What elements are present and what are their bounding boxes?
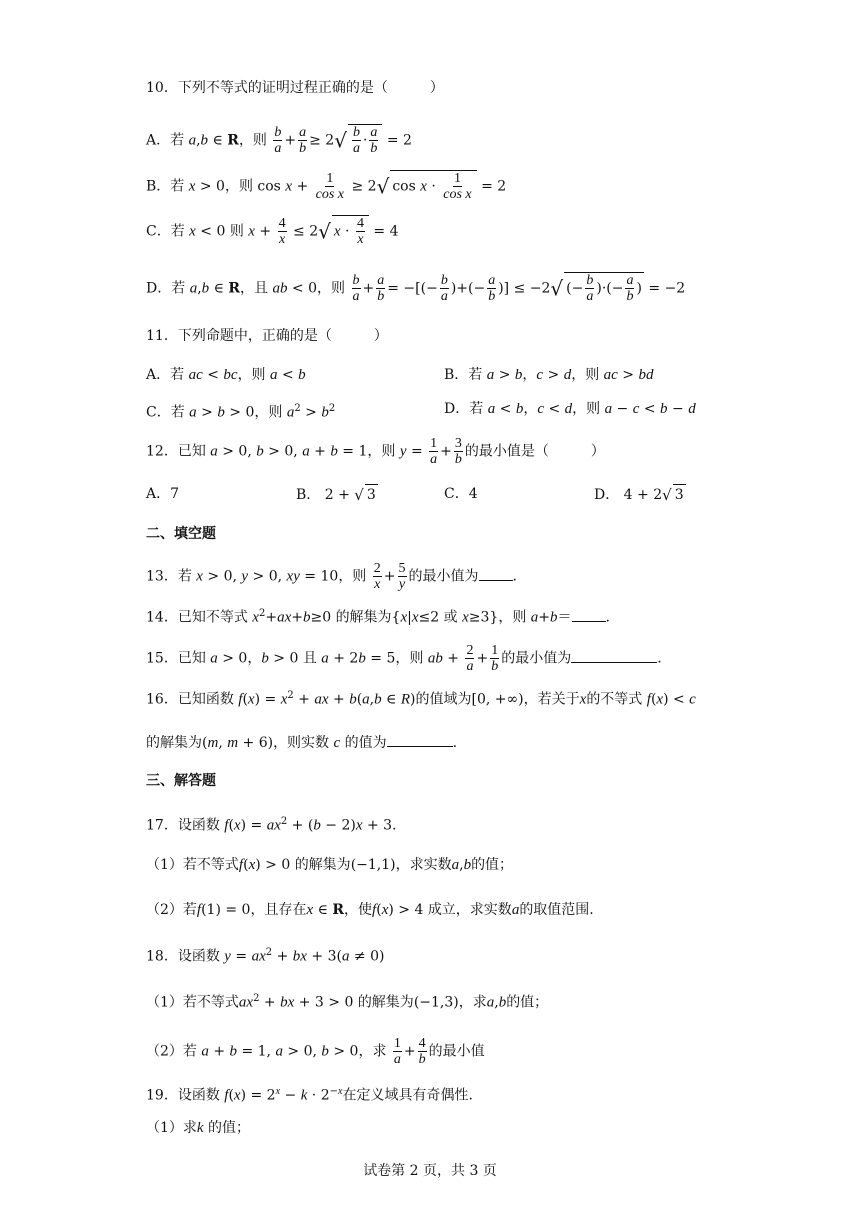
- q12-option-a: A．7: [146, 486, 180, 502]
- q10-stem: 10．下列不等式的证明过程正确的是（ ）: [146, 80, 444, 96]
- q11-option-b: B．若 a > b，c > d，则 ac > bd: [444, 367, 654, 383]
- q12-stem: 12．已知 a > 0, b > 0, a + b = 1，则 y = $\frac{1}{a}$ + $\frac{3}{b}$ 的最小值是（ ）: [146, 436, 605, 467]
- q11-option-d: D．若 a < b，c < d，则 a − c < b − d: [444, 401, 696, 417]
- q10-option-a: A．若 a,b ∈ R，则 $\frac{b}{a}$ + $\frac{a}{b}$ ≥ 2√ $\frac{b}{a}$ · $\frac{a}{b}$ = 2: [146, 125, 412, 156]
- q11-option-c: C．若 a > b > 0，则 $a^2 > b^2$: [146, 403, 336, 421]
- q17-stem: 17．设函数 $f(x) = ax^2 + (b - 2)x + 3$.: [146, 816, 397, 834]
- section-answer-heading: 三、解答题: [146, 773, 216, 789]
- q10-option-d: D．若 a,b ∈ R，且 ab < 0，则 $\frac{b}{a}$ + $\frac{a}{b}$ = −[(− $\frac{b}{a}$ )+(− $\frac{a}{b}$ )] ≤ −2√ (− $\frac{b}{a}$ )·(− $\frac{a}{b}$ ) = −2: [146, 273, 686, 304]
- q16-line1: 16．已知函数 $f(x) = x^2$ + ax + b(a,b ∈ R)的值域为[0, +∞)，若关于x的不等式 f(x) < c: [146, 690, 696, 708]
- q12-option-b: B． 2 + √ 3: [296, 486, 376, 504]
- q16-line2: 的解集为(m, m + 6)，则实数 c 的值为 .: [146, 732, 457, 753]
- q18-part2: （2）若 a + b = 1, a > 0, b > 0，求 $\frac{1}{a}$ + $\frac{4}{b}$ 的最小值: [146, 1036, 485, 1067]
- q19-stem: 19．设函数 $f(x) = 2^x - k \cdot 2^{-x}$在定义域具有奇偶性.: [146, 1086, 473, 1104]
- section-fill-in-heading: 二、填空题: [146, 526, 216, 542]
- q14: 14．已知不等式 $x^2+ax+b\ge 0$ 的解集为{x|x≤2 或 x≥3}，则 a+b＝ .: [146, 608, 610, 626]
- q13: 13．若 x > 0, y > 0, xy = 10，则 $\frac{2}{x}$ + $\frac{5}{y}$ 的最小值为 .: [146, 561, 517, 592]
- q17-part2: （2）若f(1) = 0，且存在x ∈ R，使f(x) > 4 成立，求实数a的取值范围.: [146, 902, 594, 918]
- q19-part1: （1）求k 的值；: [146, 1120, 251, 1136]
- q18-stem: 18．设函数 $y = ax^2$ + bx + 3(a ≠ 0): [146, 947, 385, 965]
- q12-option-d: D． 4 + 2√ 3: [594, 486, 684, 504]
- page-footer: 试卷第 2 页，共 3 页: [363, 1163, 497, 1179]
- q10-option-b: B．若 x > 0，则 cos x + $\frac{1}{\text{cos x}}$ ≥ 2√ cos x · $\frac{1}{\text{cos x}}$ = 2: [146, 171, 507, 202]
- q17-part1: （1）若不等式f(x) > 0 的解集为(−1,1)，求实数a,b的值；: [146, 857, 514, 873]
- q18-part1: （1）若不等式$ax^2$ + bx + 3 > 0 的解集为(−1,3)，求a,b的值；: [146, 993, 549, 1011]
- q15: 15．已知 a > 0，b > 0 且 a + 2b = 5，则 ab + $\frac{2}{a}$ + $\frac{1}{b}$ 的最小值为 .: [146, 643, 662, 674]
- q10-option-c: C．若 x < 0 则 x + $\frac{4}{x}$ ≤ 2√ x · $\frac{4}{x}$ = 4: [146, 216, 399, 247]
- q12-option-c: C．4: [444, 486, 478, 502]
- q11-stem: 11．下列命题中，正确的是（ ）: [146, 328, 388, 344]
- q11-option-a: A．若 ac < bc，则 a < b: [146, 367, 306, 383]
